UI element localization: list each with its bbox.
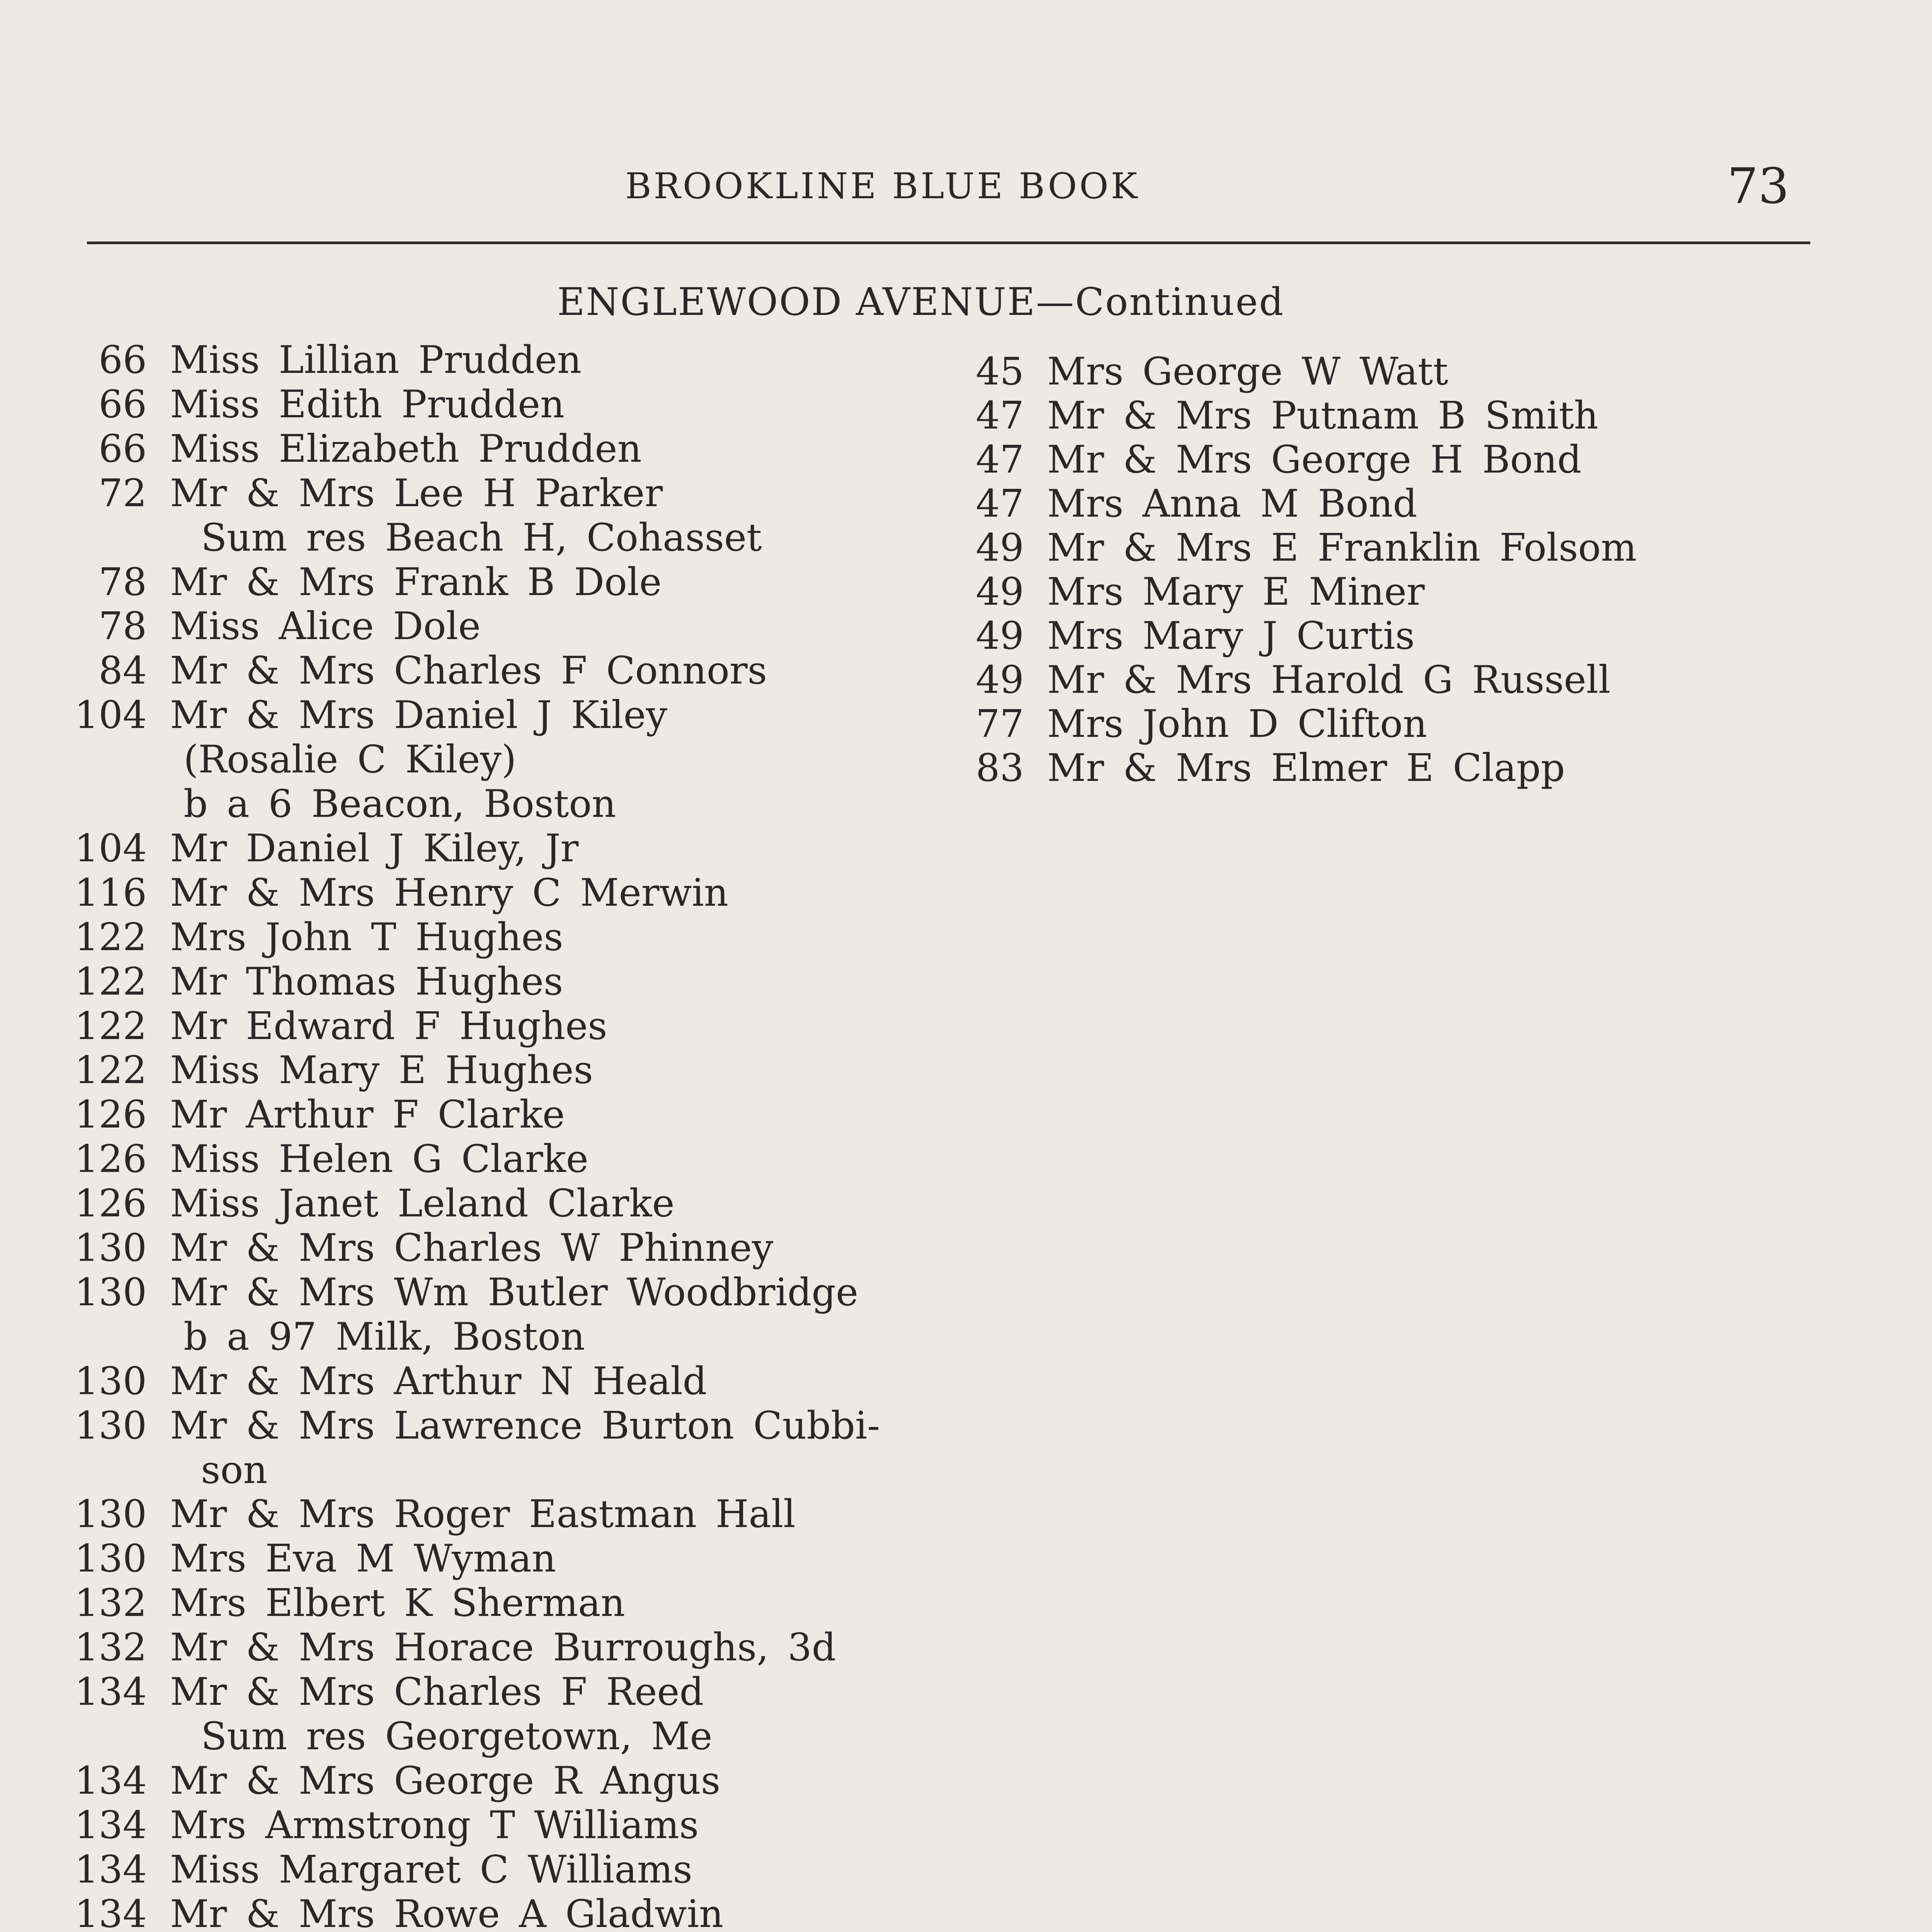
list-item: [31, 1270, 958, 1315]
resident-name: Mr & Mrs E Franklin Folsom: [1047, 526, 1637, 570]
resident-name: Mrs Anna M Bond: [1047, 482, 1417, 526]
resident-name: Mr & Mrs Wm Butler Woodbridge: [170, 1270, 859, 1315]
list-item: [31, 693, 958, 737]
resident-name: Mrs George W Watt: [1047, 350, 1448, 394]
resident-name: Mr & Mrs Roger Eastman Hall: [170, 1492, 796, 1537]
resident-name: Mr & Mrs Lawrence Burton Cubbi-: [170, 1403, 880, 1448]
list-item: [908, 614, 1835, 658]
list-item: [908, 438, 1835, 482]
resident-name: Miss Lillian Prudden: [170, 338, 582, 382]
house-number: 130: [74, 1403, 147, 1448]
resident-name: son: [201, 1448, 268, 1492]
house-number: 83: [976, 746, 1024, 790]
house-number: 130: [74, 1537, 147, 1581]
list-item: [31, 560, 958, 604]
house-number: 130: [74, 1226, 147, 1270]
resident-name: Mr & Mrs Rowe A Gladwin: [170, 1892, 724, 1932]
list-item: [908, 746, 1835, 790]
house-number: 134: [74, 1759, 147, 1803]
list-item: [31, 1581, 958, 1625]
resident-name: Mrs John D Clifton: [1047, 702, 1427, 746]
resident-name: Miss Alice Dole: [170, 604, 481, 649]
header-rule: [87, 242, 1810, 244]
house-number: 134: [74, 1847, 147, 1892]
resident-name: Mr & Mrs Charles W Phinney: [170, 1226, 774, 1270]
resident-name: Sum res Beach H, Cohasset: [201, 515, 762, 560]
resident-name: Miss Edith Prudden: [170, 382, 565, 427]
resident-name: Mrs Armstrong T Williams: [170, 1803, 699, 1847]
resident-name: Mrs Elbert K Sherman: [170, 1581, 625, 1626]
house-number: 130: [74, 1270, 147, 1315]
list-item: [908, 482, 1835, 526]
list-item: [31, 338, 958, 382]
resident-name: Mr Edward F Hughes: [170, 1004, 607, 1048]
house-number: 45: [976, 350, 1024, 394]
list-item: [31, 1492, 958, 1536]
list-item: [31, 383, 958, 427]
house-number: 104: [74, 693, 147, 738]
list-item: [31, 1803, 958, 1847]
resident-name: Mrs Mary E Miner: [1047, 570, 1425, 614]
resident-name: Mr & Mrs George H Bond: [1047, 438, 1582, 482]
list-item: [908, 702, 1835, 746]
resident-name: Miss Mary E Hughes: [170, 1048, 593, 1093]
list-item: [31, 1670, 958, 1714]
list-item: [31, 1848, 958, 1892]
resident-name: (Rosalie C Kiley): [184, 738, 517, 782]
house-number: 66: [99, 427, 147, 471]
resident-name: Miss Helen G Clarke: [170, 1137, 588, 1182]
house-number: 122: [74, 915, 147, 959]
section-title-englewood: ENGLEWOOD AVENUE—Continued: [557, 280, 1285, 324]
house-number: 49: [976, 614, 1024, 658]
list-item: [31, 1048, 958, 1092]
list-item: [31, 1137, 958, 1181]
list-item: [31, 649, 958, 693]
resident-name: Sum res Georgetown, Me: [201, 1714, 713, 1759]
house-number: 132: [74, 1626, 147, 1670]
list-item: [31, 1093, 958, 1137]
resident-name: Mr & Mrs Arthur N Heald: [170, 1359, 707, 1403]
resident-name: Mr & Mrs Lee H Parker: [170, 471, 663, 515]
list-item: [31, 1537, 958, 1581]
house-number: 132: [74, 1581, 147, 1626]
list-item: [31, 915, 958, 959]
house-number: 49: [976, 570, 1024, 614]
house-number: 84: [99, 649, 147, 693]
house-number: 122: [74, 959, 147, 1004]
resident-name: Miss Janet Leland Clarke: [170, 1182, 675, 1226]
list-item: [31, 1759, 958, 1803]
list-item: [31, 1315, 958, 1359]
resident-name: Mr Thomas Hughes: [170, 959, 563, 1004]
house-number: 78: [99, 604, 147, 649]
house-number: 122: [74, 1048, 147, 1093]
house-number: 72: [99, 471, 147, 515]
house-number: 78: [99, 560, 147, 604]
house-number: 134: [74, 1803, 147, 1847]
resident-name: Mr & Mrs Henry C Merwin: [170, 871, 728, 915]
house-number: 122: [74, 1004, 147, 1048]
resident-name: Mrs Eva M Wyman: [170, 1537, 556, 1581]
house-number: 47: [976, 482, 1024, 526]
house-number: 126: [74, 1182, 147, 1226]
house-number: 134: [74, 1892, 147, 1932]
resident-name: Miss Margaret C Williams: [170, 1847, 692, 1892]
list-item: [908, 350, 1835, 394]
resident-name: b a 97 Milk, Boston: [184, 1315, 585, 1359]
resident-name: Mr & Mrs Charles F Reed: [170, 1670, 704, 1714]
list-item: [31, 960, 958, 1004]
house-number: 47: [976, 438, 1024, 482]
list-item: [908, 570, 1835, 614]
house-number: 49: [976, 658, 1024, 702]
house-number: 130: [74, 1359, 147, 1403]
list-item: [908, 394, 1835, 438]
resident-name: Mr & Mrs Putnam B Smith: [1047, 394, 1599, 438]
list-item: [31, 1892, 958, 1932]
house-number: 134: [74, 1670, 147, 1714]
resident-name: b a 6 Beacon, Boston: [184, 782, 616, 826]
list-item: [31, 471, 958, 515]
resident-name: Mr & Mrs Daniel J Kiley: [170, 693, 668, 738]
list-item: [31, 782, 958, 826]
list-item: [31, 1226, 958, 1270]
list-item: [31, 1004, 958, 1048]
list-item: [31, 738, 958, 782]
list-item: [31, 604, 958, 648]
list-item: [908, 658, 1835, 702]
house-number: 126: [74, 1137, 147, 1182]
house-number: 66: [99, 338, 147, 382]
resident-name: Mr & Mrs Harold G Russell: [1047, 658, 1611, 702]
house-number: 49: [976, 526, 1024, 570]
house-number: 104: [74, 826, 147, 871]
resident-name: Mrs Mary J Curtis: [1047, 614, 1415, 658]
house-number: 130: [74, 1492, 147, 1537]
list-item: [31, 1714, 958, 1759]
list-item: [31, 1626, 958, 1670]
running-title: BROOKLINE BLUE BOOK: [625, 165, 1140, 207]
house-number: 116: [74, 871, 147, 915]
list-item: [31, 871, 958, 915]
resident-name: Mr & Mrs Elmer E Clapp: [1047, 746, 1565, 790]
house-number: 126: [74, 1093, 147, 1137]
list-item: [31, 427, 958, 471]
resident-name: Mr & Mrs Charles F Connors: [170, 649, 767, 693]
page-number: 73: [1727, 158, 1789, 214]
house-number: 66: [99, 382, 147, 427]
resident-name: Mr & Mrs Frank B Dole: [170, 560, 662, 604]
resident-name: Mr & Mrs George R Angus: [170, 1759, 721, 1803]
house-number: 47: [976, 394, 1024, 438]
list-item: [908, 526, 1835, 570]
list-item: [31, 1448, 958, 1492]
resident-name: Mr Daniel J Kiley, Jr: [170, 826, 579, 871]
resident-name: Mr Arthur F Clarke: [170, 1093, 565, 1137]
house-number: 77: [976, 702, 1024, 746]
list-item: [31, 516, 958, 560]
list-item: [31, 827, 958, 871]
resident-name: Miss Elizabeth Prudden: [170, 427, 642, 471]
resident-name: Mrs John T Hughes: [170, 915, 563, 959]
list-item: [31, 1359, 958, 1403]
list-item: [31, 1404, 958, 1448]
list-item: [31, 1182, 958, 1226]
resident-name: Mr & Mrs Horace Burroughs, 3d: [170, 1626, 836, 1670]
